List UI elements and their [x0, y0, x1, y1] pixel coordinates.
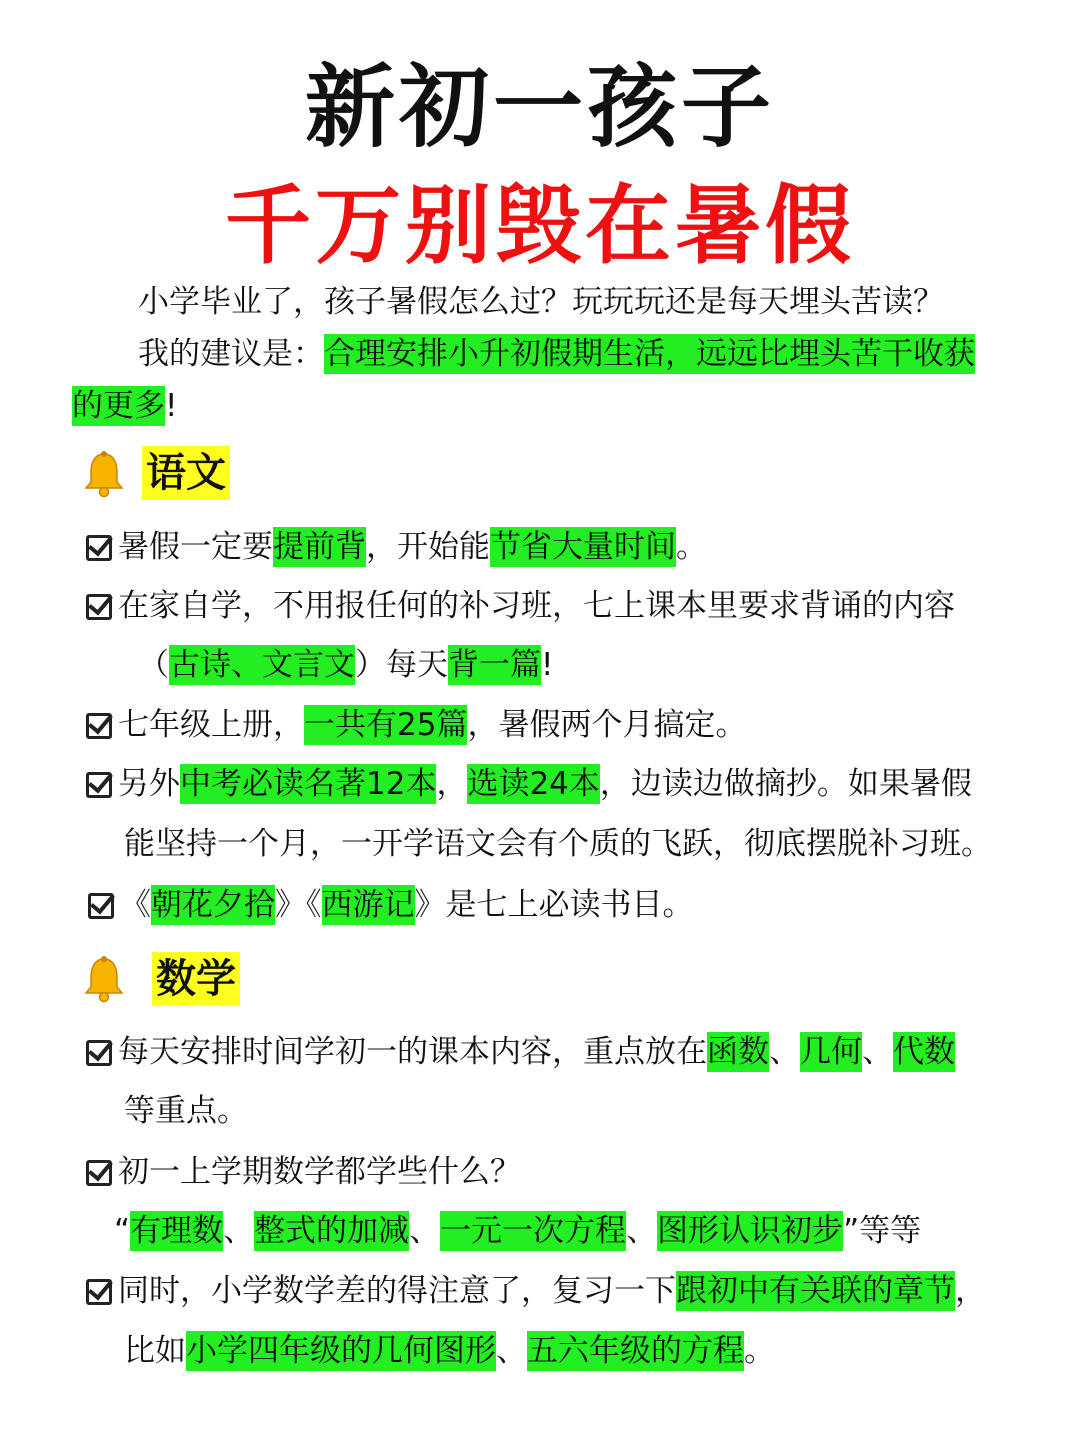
math-item-1 — [86, 1030, 955, 1074]
section-chinese-heading — [142, 446, 230, 500]
bell-icon — [80, 955, 128, 1003]
checkbox-icon — [86, 713, 112, 739]
text: 每天安排时间学初一的课本内容，重点放在 — [118, 1034, 707, 1070]
text: 七年级上册， — [118, 707, 304, 743]
highlight: 跟初中有关联的章节 — [676, 1273, 955, 1309]
highlight: 西游记 — [321, 887, 415, 923]
text: ， — [955, 1273, 986, 1309]
text: 、 — [409, 1213, 441, 1249]
text: ”等等 — [843, 1213, 922, 1249]
chinese-item-3 — [86, 703, 746, 747]
chinese-item-4 — [86, 762, 972, 806]
intro-highlight-2: 的更多 — [72, 388, 165, 424]
highlight: 背一篇 — [448, 647, 541, 683]
title-line-1: 新初一孩子 — [305, 55, 775, 160]
text: ， — [436, 766, 468, 802]
highlight: 函数 — [707, 1034, 769, 1070]
intro-highlight: 合理安排小升初假期生活，远远比埋头苦干收获 — [324, 336, 975, 372]
highlight: 一共有25篇 — [304, 707, 468, 743]
highlight: 朝花夕拾 — [151, 887, 275, 923]
chinese-item-2-cont — [138, 643, 553, 687]
text: ! — [541, 647, 554, 683]
highlight: 提前背 — [273, 529, 366, 565]
title-line-2: 千万别毁在暑假 — [225, 176, 855, 276]
text: 、 — [496, 1333, 527, 1369]
checkbox-icon — [88, 893, 114, 919]
math-item-3 — [86, 1269, 986, 1313]
chinese-heading-label: 语文 — [142, 446, 230, 500]
text: 。 — [744, 1333, 775, 1369]
checkbox-icon — [86, 1040, 112, 1066]
highlight: 图形认识初步 — [657, 1213, 844, 1249]
intro-line-1: 小学毕业了，孩子暑假怎么过？玩玩玩还是每天埋头苦读？ — [138, 284, 944, 320]
intro-line-3 — [72, 384, 177, 428]
checkbox-icon — [86, 594, 112, 620]
text: ，边读边做摘抄。如果暑假 — [599, 766, 972, 802]
highlight: 选读24本 — [467, 766, 600, 802]
text: 》《 — [275, 887, 322, 923]
checkbox-icon — [86, 1160, 112, 1186]
highlight: 整式的加减 — [254, 1213, 410, 1249]
text: 比如 — [124, 1333, 186, 1369]
text: 同时，小学数学差的得注意了，复习一下 — [118, 1273, 676, 1309]
text: 、 — [626, 1213, 658, 1249]
math-item-2 — [86, 1150, 521, 1194]
intro-prefix: 我的建议是： — [138, 336, 324, 372]
text: ，开始能 — [366, 529, 490, 565]
text: （ — [138, 647, 169, 683]
text: 初一上学期数学都学些什么？ — [118, 1154, 521, 1190]
text: 《 — [120, 887, 151, 923]
highlight: 中考必读名著12本 — [180, 766, 437, 802]
text: “ — [114, 1213, 131, 1249]
text: ，暑假两个月搞定。 — [467, 707, 747, 743]
math-item-2-cont — [114, 1209, 921, 1253]
checkbox-icon — [86, 772, 112, 798]
text: 、 — [223, 1213, 255, 1249]
intro-exclaim: ! — [165, 388, 178, 424]
text: 。 — [676, 529, 707, 565]
highlight: 一元一次方程 — [440, 1213, 627, 1249]
text: 暑假一定要 — [118, 529, 273, 565]
bell-icon — [80, 450, 128, 498]
chinese-item-5 — [88, 883, 694, 927]
highlight: 有理数 — [130, 1213, 224, 1249]
section-math-heading — [152, 952, 240, 1006]
checkbox-icon — [86, 535, 112, 561]
math-heading-label: 数学 — [152, 952, 240, 1006]
text: 另外 — [118, 766, 180, 802]
chinese-item-1 — [86, 525, 707, 569]
text: 》是七上必读书目。 — [414, 887, 694, 923]
highlight: 五六年级的方程 — [527, 1333, 744, 1369]
text: 、 — [862, 1034, 893, 1070]
highlight: 古诗、文言文 — [169, 647, 355, 683]
highlight: 几何 — [800, 1034, 862, 1070]
text: 、 — [769, 1034, 800, 1070]
math-item-3-cont — [124, 1329, 775, 1373]
highlight: 节省大量时间 — [490, 529, 676, 565]
math-item-1-cont: 等重点。 — [124, 1093, 248, 1129]
highlight: 小学四年级的几何图形 — [186, 1333, 496, 1369]
text: ）每天 — [355, 647, 448, 683]
checkbox-icon — [86, 1279, 112, 1305]
chinese-item-4-cont: 能坚持一个月，一开学语文会有个质的飞跃，彻底摆脱补习班。 — [124, 826, 992, 862]
chinese-item-2 — [86, 584, 955, 628]
text: 在家自学，不用报任何的补习班，七上课本里要求背诵的内容 — [118, 588, 955, 624]
highlight: 代数 — [893, 1034, 955, 1070]
intro-line-2 — [138, 332, 975, 376]
